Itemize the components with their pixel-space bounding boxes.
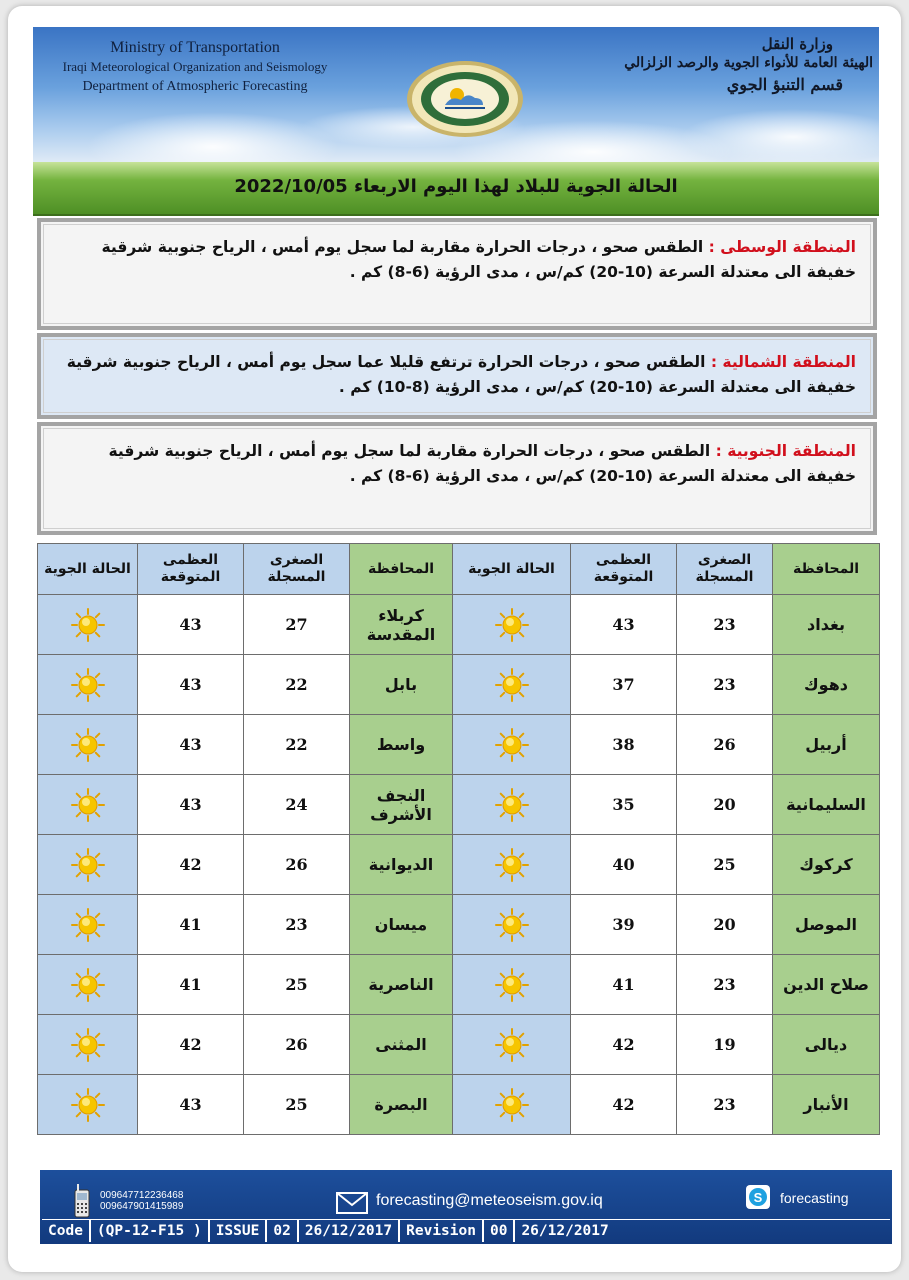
bulletin-title: الحالة الجوية للبلاد لهذا اليوم الاربعاء 2022/10/05 (234, 176, 678, 197)
max-temp-cell: 39 (571, 895, 677, 955)
header-max: العظمى المتوقعة (571, 544, 677, 595)
region-forecast: الطقس صحو ، درجات الحرارة ترتفع قليلا عما سجل يوم أمس ، الرياح جنوبية شرقية خفيفة الى معتدلة السرعة (10-20) كم/س ، مدى الرؤية (8-10) كم . (66, 353, 856, 396)
region-name: المنطقة الوسطى : (708, 238, 856, 256)
province-cell: واسط (350, 715, 453, 775)
weather-cell (453, 775, 571, 835)
province-cell: السليمانية (773, 775, 880, 835)
revision-number: 00 (484, 1220, 515, 1242)
weather-cell (38, 595, 138, 655)
phone-number: 009647712236468 (100, 1190, 184, 1201)
province-cell: البصرة (350, 1075, 453, 1135)
header-arabic (613, 35, 873, 94)
region-central (37, 218, 877, 330)
sun-icon (71, 1034, 105, 1053)
min-temp-cell: 26 (244, 1015, 350, 1075)
sun-icon (71, 914, 105, 933)
skype-handle[interactable]: forecasting (780, 1190, 849, 1206)
title-bar (33, 162, 879, 216)
revision-date: 26/12/2017 (521, 1223, 609, 1239)
province-cell: الموصل (773, 895, 880, 955)
sun-icon (71, 614, 105, 633)
envelope-icon (336, 1192, 368, 1214)
min-temp-cell: 22 (244, 655, 350, 715)
province-cell: النجف الأشرف (350, 775, 453, 835)
weather-cell (453, 895, 571, 955)
email-address[interactable]: forecasting@meteoseism.gov.iq (376, 1192, 603, 1209)
header-max: العظمى المتوقعة (138, 544, 244, 595)
weather-table-body (38, 595, 880, 1135)
min-temp-cell: 22 (244, 715, 350, 775)
max-temp-cell: 43 (138, 595, 244, 655)
max-temp-cell: 43 (138, 1075, 244, 1135)
issue-date: 26/12/2017 (299, 1220, 400, 1242)
weather-cell (453, 835, 571, 895)
region-name: المنطقة الجنوبية : (715, 442, 856, 460)
max-temp-cell: 41 (571, 955, 677, 1015)
min-temp-cell: 19 (677, 1015, 773, 1075)
header-province: المحافظة (350, 544, 453, 595)
min-temp-cell: 24 (244, 775, 350, 835)
revision-label: Revision (400, 1220, 484, 1242)
phone-numbers (100, 1190, 183, 1212)
sun-icon (495, 734, 529, 753)
sun-icon (495, 914, 529, 933)
document-code-bar (42, 1219, 890, 1242)
header-min: الصغرى المسجلة (677, 544, 773, 595)
table-row (38, 1015, 880, 1075)
max-temp-cell: 41 (138, 895, 244, 955)
max-temp-cell: 43 (138, 715, 244, 775)
min-temp-cell: 25 (244, 1075, 350, 1135)
organization-name-en: Iraqi Meteorological Organization and Seismology (62, 59, 328, 74)
min-temp-cell: 25 (677, 835, 773, 895)
min-temp-cell: 23 (677, 595, 773, 655)
min-temp-cell: 23 (244, 895, 350, 955)
phone-icon (74, 1184, 90, 1218)
sun-icon (495, 974, 529, 993)
weather-cell (38, 775, 138, 835)
sun-icon (495, 794, 529, 813)
table-row (38, 715, 880, 775)
max-temp-cell: 42 (138, 1015, 244, 1075)
sun-icon (495, 854, 529, 873)
province-cell: الأنبار (773, 1075, 880, 1135)
sun-icon (495, 674, 529, 693)
weather-cell (38, 715, 138, 775)
weather-cell (453, 1015, 571, 1075)
organization-logo-icon (405, 59, 525, 139)
weather-cell (453, 1075, 571, 1135)
min-temp-cell: 23 (677, 955, 773, 1015)
region-forecast: الطقس صحو ، درجات الحرارة مقاربة لما سجل يوم أمس ، الرياح جنوبية شرقية خفيفة الى معتدلة السرعة (10-20) كم/س ، مدى الرؤية (6-8) كم . (108, 442, 856, 485)
phone-number: 009647901415989 (100, 1201, 184, 1212)
province-cell: المثنى (350, 1015, 453, 1075)
ministry-name-en: Ministry of Transportation (110, 39, 280, 56)
table-row (38, 655, 880, 715)
code-label: Code (42, 1220, 91, 1242)
province-cell: دهوك (773, 655, 880, 715)
region-forecast: الطقس صحو ، درجات الحرارة مقاربة لما سجل يوم أمس ، الرياح جنوبية شرقية خفيفة الى معتدلة السرعة (10-20) كم/س ، مدى الرؤية (6-8) كم . (101, 238, 856, 281)
max-temp-cell: 38 (571, 715, 677, 775)
max-temp-cell: 40 (571, 835, 677, 895)
province-cell: ديالى (773, 1015, 880, 1075)
table-row (38, 955, 880, 1015)
max-temp-cell: 41 (138, 955, 244, 1015)
weather-cell (38, 1075, 138, 1135)
province-cell: ميسان (350, 895, 453, 955)
max-temp-cell: 35 (571, 775, 677, 835)
province-cell: صلاح الدين (773, 955, 880, 1015)
table-row (38, 895, 880, 955)
province-cell: الديوانية (350, 835, 453, 895)
sun-icon (71, 974, 105, 993)
issue-label: ISSUE (210, 1220, 268, 1242)
weather-cell (453, 955, 571, 1015)
province-cell: كركوك (773, 835, 880, 895)
province-cell: بغداد (773, 595, 880, 655)
min-temp-cell: 20 (677, 895, 773, 955)
max-temp-cell: 37 (571, 655, 677, 715)
sun-icon (71, 1094, 105, 1113)
sun-icon (71, 794, 105, 813)
sun-icon (71, 674, 105, 693)
sun-icon (495, 614, 529, 633)
organization-name-ar: الهيئة العامة للأنواء الجوية والرصد الزلزالي (624, 55, 873, 71)
header-province: المحافظة (773, 544, 880, 595)
weather-cell (38, 835, 138, 895)
header-english (45, 39, 345, 95)
footer (40, 1170, 892, 1244)
svg-text:S: S (753, 1190, 763, 1205)
province-cell: أربيل (773, 715, 880, 775)
header-banner (33, 27, 879, 162)
min-temp-cell: 20 (677, 775, 773, 835)
weather-cell (38, 955, 138, 1015)
region-name: المنطقة الشمالية : (710, 353, 856, 371)
min-temp-cell: 26 (677, 715, 773, 775)
code-value: (QP-12-F15 ) (91, 1220, 210, 1242)
table-row (38, 775, 880, 835)
sun-icon (71, 734, 105, 753)
region-north (37, 333, 877, 419)
header-weather: الحالة الجوية (38, 544, 138, 595)
table-row (38, 595, 880, 655)
province-cell: بابل (350, 655, 453, 715)
table-row (38, 1075, 880, 1135)
region-south (37, 422, 877, 535)
weather-cell (453, 715, 571, 775)
max-temp-cell: 42 (571, 1015, 677, 1075)
weather-cell (38, 1015, 138, 1075)
weather-cell (453, 655, 571, 715)
province-cell: الناصرية (350, 955, 453, 1015)
min-temp-cell: 26 (244, 835, 350, 895)
sun-icon (495, 1034, 529, 1053)
max-temp-cell: 43 (571, 595, 677, 655)
department-name-ar: قسم التنبؤ الجوي (726, 75, 843, 94)
sun-icon (71, 854, 105, 873)
sun-icon (495, 1094, 529, 1113)
header-min: الصغرى المسجلة (244, 544, 350, 595)
min-temp-cell: 23 (677, 1075, 773, 1135)
department-name-en: Department of Atmospheric Forecasting (82, 79, 308, 94)
weather-cell (38, 895, 138, 955)
weather-cell (453, 595, 571, 655)
max-temp-cell: 43 (138, 655, 244, 715)
province-cell: كربلاء المقدسة (350, 595, 453, 655)
header-weather: الحالة الجوية (453, 544, 571, 595)
ministry-name-ar: وزارة النقل (761, 35, 833, 53)
max-temp-cell: 42 (571, 1075, 677, 1135)
min-temp-cell: 27 (244, 595, 350, 655)
skype-icon (746, 1185, 770, 1209)
max-temp-cell: 42 (138, 835, 244, 895)
weather-table (37, 543, 880, 1135)
weather-cell (38, 655, 138, 715)
table-header-row (38, 544, 880, 595)
max-temp-cell: 43 (138, 775, 244, 835)
min-temp-cell: 23 (677, 655, 773, 715)
min-temp-cell: 25 (244, 955, 350, 1015)
issue-number: 02 (267, 1220, 298, 1242)
table-row (38, 835, 880, 895)
